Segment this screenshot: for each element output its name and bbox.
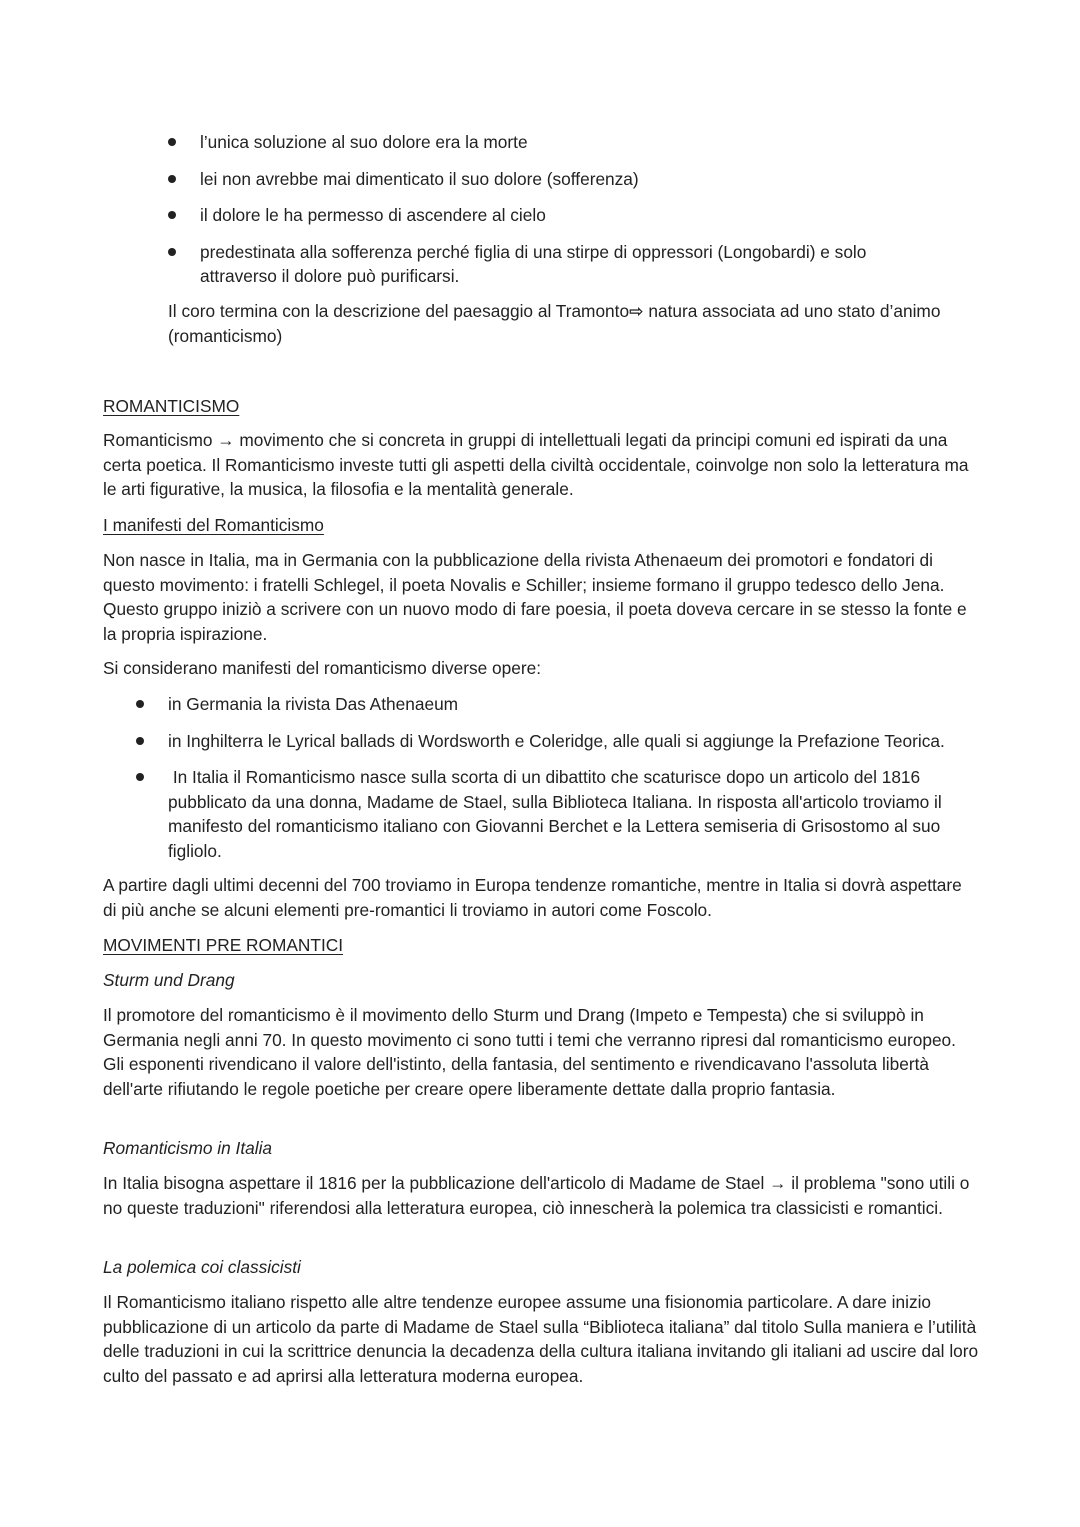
sturm-paragraph: Il promotore del romanticismo è il movimento dello Sturm und Drang (Impeto e Tempesta) che si sviluppò in Germania negli anni 70. In questo movimento ci sono tutti i temi che verranno ripresi dal romanticismo europeo. Gli esponenti rivendicano il valore dell'istinto, della fantasia, del sentimento e rivendicavano l'assoluta libertà dell'arte rifiutando le regole poetiche per creare opere liberamente dettate dalla proprio fantasia. bbox=[103, 1005, 956, 1099]
subheading-sturm-und-drang: Sturm und Drang bbox=[103, 970, 235, 990]
bullet-icon bbox=[168, 248, 176, 256]
arrow-right-icon: → bbox=[217, 430, 235, 450]
bullet-icon bbox=[136, 700, 144, 708]
italia-text: In Italia bisogna aspettare il 1816 per la pubblicazione dell'articolo di Madame de Stael bbox=[103, 1173, 770, 1193]
list-item bbox=[168, 130, 988, 167]
bullet-icon bbox=[136, 737, 144, 745]
manifesti-list bbox=[136, 692, 986, 865]
intro-text: Romanticismo bbox=[103, 430, 218, 450]
top-bullet-list bbox=[168, 130, 988, 300]
list-item bbox=[136, 729, 986, 766]
list-item bbox=[168, 167, 988, 204]
manifesti-closing: A partire dagli ultimi decenni del 700 troviamo in Europa tendenze romantiche, mentre in Italia si dovrà aspettare di più anche se alcuni elementi pre-romantici li troviamo in autori come Foscolo. bbox=[103, 875, 962, 920]
heading-manifesti: I manifesti del Romanticismo bbox=[103, 515, 324, 535]
coro-text: Il coro termina con la descrizione del paesaggio al Tramonto bbox=[168, 301, 630, 321]
list-item bbox=[136, 692, 986, 729]
manifesti-paragraph: Non nasce in Italia, ma in Germania con la pubblicazione della rivista Athenaeum dei promotori e fondatori di questo movimento: i fratelli Schlegel, il poeta Novalis e Schiller; insieme formano il gruppo tedesco dello Jena. Questo gruppo iniziò a scrivere con un nuovo modo di fare poesia, il poeta doveva cercare in se stesso la fonte e la propria ispirazione. bbox=[103, 550, 967, 644]
subheading-romanticismo-italia: Romanticismo in Italia bbox=[103, 1138, 273, 1158]
arrow-right-icon: → bbox=[769, 1173, 787, 1193]
coro-text-end: natura associata ad uno stato d’animo (romanticismo) bbox=[168, 301, 941, 346]
list-item-text: l’unica soluzione al suo dolore era la morte bbox=[200, 132, 528, 152]
list-item bbox=[168, 240, 988, 300]
italia-paragraph bbox=[103, 1171, 978, 1220]
list-item bbox=[136, 765, 986, 865]
bullet-icon bbox=[168, 211, 176, 219]
list-item-text: lei non avrebbe mai dimenticato il suo dolore (sofferenza) bbox=[200, 168, 639, 189]
list-item bbox=[168, 203, 988, 240]
list-item-text: In Italia il Romanticismo nasce sulla scorta di un dibattito che scaturisce dopo un articolo del 1816 pubblicato da una donna, Madame de Stael, sulla Biblioteca Italiana. In risposta all'articolo troviamo il manifesto del romanticismo italiano con Giovanni Berchet e la Lettera semiseria di Grisostomo al suo figliolo. bbox=[168, 767, 947, 861]
heading-romanticismo: ROMANTICISMO bbox=[103, 396, 240, 416]
bullet-icon bbox=[168, 138, 176, 146]
coro-paragraph bbox=[168, 299, 983, 348]
heading-pre-romantici: MOVIMENTI PRE ROMANTICI bbox=[103, 935, 344, 955]
arrow-right-icon: ⇨ bbox=[629, 301, 644, 321]
manifesti-lead: Si considerano manifesti del romanticismo diverse opere: bbox=[103, 658, 541, 678]
list-item-text: in Germania la rivista Das Athenaeum bbox=[168, 694, 459, 714]
bullet-icon bbox=[168, 175, 176, 183]
bullet-icon bbox=[136, 773, 144, 781]
subheading-polemica: La polemica coi classicisti bbox=[103, 1257, 301, 1277]
list-item-text: in Inghilterra le Lyrical ballads di Wordsworth e Coleridge, alle quali si aggiunge la Prefazione Teorica. bbox=[168, 730, 945, 751]
list-item-text: il dolore le ha permesso di ascendere al cielo bbox=[200, 205, 546, 225]
italia-text-end: il problema "sono utili o no queste traduzioni" riferendosi alla letteratura europea, ciò innescherà la polemica tra classicisti e romantici. bbox=[103, 1173, 970, 1218]
romanticismo-intro bbox=[103, 428, 973, 502]
intro-text-end: movimento che si concreta in gruppi di intellettuali legati da principi comuni ed ispirati da una certa poetica. Il Romanticismo investe tutti gli aspetti della civiltà occidentale, coinvolge non solo la letteratura ma le arti figurative, la musica, la filosofia e la mentalità generale. bbox=[103, 430, 969, 499]
polemica-paragraph: Il Romanticismo italiano rispetto alle altre tendenze europee assume una fisionomia particolare. A dare inizio pubblicazione di un articolo da parte di Madame de Stael sulla “Biblioteca italiana” dal titolo Sulla maniera e l’utilità delle traduzioni in cui la scrittrice denuncia la decadenza della cultura italiana invitando gli italiani ad uscire dal loro culto del passato e ad aprirsi alla letteratura moderna europea. bbox=[103, 1292, 979, 1386]
list-item-text: predestinata alla sofferenza perché figlia di una stirpe di oppressori (Longobardi) e solo attraverso il dolore può purificarsi. bbox=[200, 241, 867, 286]
